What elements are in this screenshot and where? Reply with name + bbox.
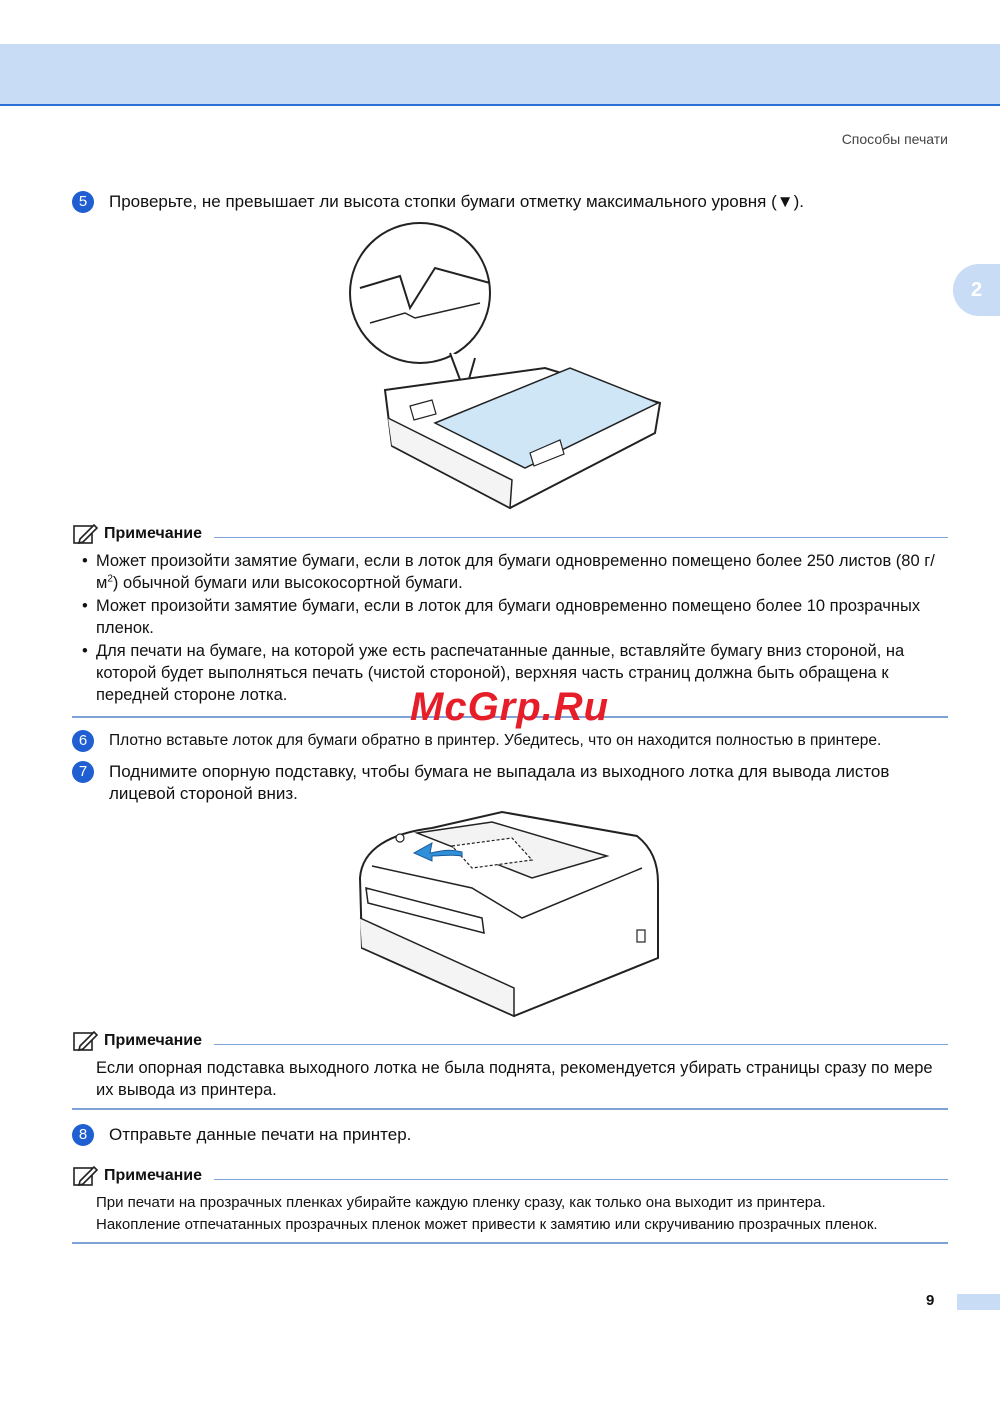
step-number: 7 (72, 761, 94, 783)
note-pencil-icon (72, 1165, 98, 1187)
step-6 (72, 730, 944, 752)
note-text: Если опорная подставка выходного лотка не была поднята, рекомендуется убирать страницы сразу по мере их вывода из принтера. (96, 1059, 933, 1099)
note-2 (72, 1029, 948, 1101)
note-line: При печати на прозрачных пленках убирайте каждую пленку сразу, как только она выходит из принтера. (96, 1194, 826, 1211)
note-rule (214, 1179, 948, 1180)
note-title: Примечание (104, 525, 203, 542)
note-pencil-icon (72, 1030, 98, 1052)
note-item: • Может произойти замятие бумаги, если в лоток для бумаги одновременно помещено более 250 листов (80 $г/м^2$) обычной бумаги или высокосортной бумаги. (82, 550, 948, 594)
note-line: Накопление отпечатанных прозрачных пленок может привести к замятию или скручиванию прозрачных пленок. (96, 1216, 878, 1233)
chapter-tab: 2 (953, 264, 1000, 316)
note-1 (72, 522, 948, 707)
header-band (0, 44, 1000, 106)
note-end-rule (72, 1242, 948, 1244)
page-number: 9 (926, 1292, 935, 1309)
paper-tray-illustration (340, 218, 670, 513)
step-number: 6 (72, 730, 94, 752)
note-heading (72, 1164, 948, 1188)
step-text: Отправьте данные печати на принтер. (109, 1125, 412, 1144)
step-text: Проверьте, не превышает ли высота стопки бумаги отметку максимального уровня (▼). (109, 192, 804, 211)
printer-illustration (352, 808, 664, 1020)
step-text: Поднимите опорную подставку, чтобы бумага не выпадала из выходного лотка для вывода листов лицевой стороной вниз. (109, 762, 890, 803)
note-pencil-icon (72, 523, 98, 545)
step-number: 8 (72, 1124, 94, 1146)
note-item: • Для печати на бумаге, на которой уже есть распечатанные данные, вставляйте бумагу вниз стороной, на которой будет выполняться печать (чистой стороной), верхняя часть страниц должна быть обращена к передней стороне лотка. (82, 640, 948, 706)
note-item: • Может произойти замятие бумаги, если в лоток для бумаги одновременно помещено более 10 прозрачных пленок. (82, 595, 948, 639)
note-heading (72, 1029, 948, 1053)
step-7 (72, 761, 944, 805)
note-3 (72, 1164, 948, 1236)
note-title: Примечание (104, 1167, 203, 1184)
step-5 (72, 191, 944, 213)
running-head: Способы печати (841, 131, 948, 147)
page-tab (957, 1294, 1000, 1310)
note-end-rule (72, 1108, 948, 1110)
step-8 (72, 1124, 944, 1146)
step-number: 5 (72, 191, 94, 213)
step-text: Плотно вставьте лоток для бумаги обратно в принтер. Убедитесь, что он находится полностью в принтере. (109, 732, 882, 749)
note-title: Примечание (104, 1032, 203, 1049)
watermark: McGrp.Ru (410, 685, 610, 729)
note-heading (72, 522, 948, 546)
note-rule (214, 1044, 948, 1045)
note-rule (214, 537, 948, 538)
